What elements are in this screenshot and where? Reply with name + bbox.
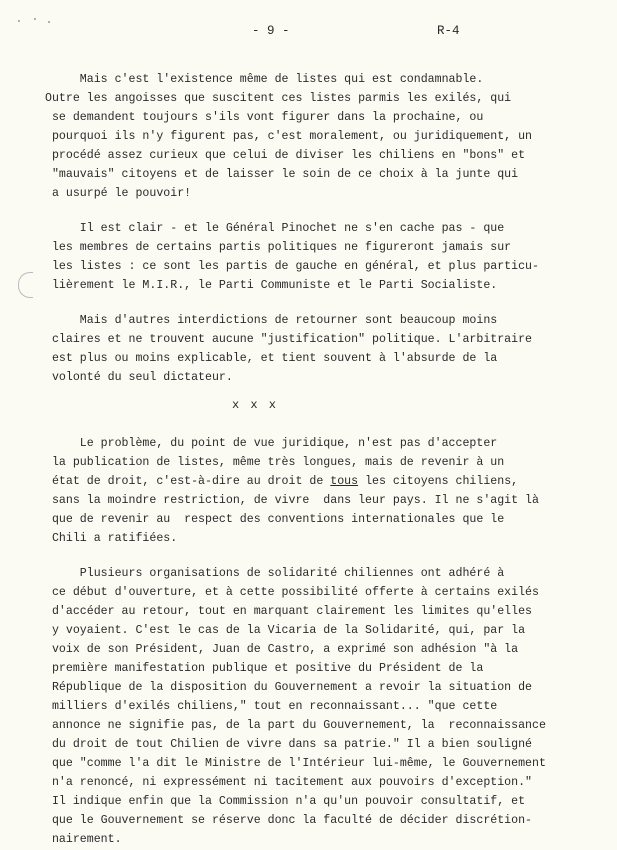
text-line: Plusieurs organisations de solidarité chiliennes ont adhéré à (45, 567, 505, 580)
text-line: procédé assez curieux que celui de diviser les chiliens en "bons" et (45, 149, 526, 162)
text-line: Mais c'est l'existence même de listes qui est condamnable. (45, 73, 484, 86)
text-line: Le problème, du point de vue juridique, n'est pas d'accepter (45, 437, 498, 450)
text-line: milliers d'exilés chiliens," tout en reconnaissant... "que cette (45, 700, 498, 713)
text-line: première manifestation publique et positive du Président de la (45, 662, 484, 675)
text-line: Mais d'autres interdictions de retourner sont beaucoup moins (45, 314, 498, 327)
text-line: n'a renoncé, ni expressément ni tacitement aux pouvoirs d'exception." (45, 776, 533, 789)
text-line: pourquoi ils n'y figurent pas, c'est moralement, ou juridiquement, un (45, 130, 533, 143)
text-line: Chili a ratifiées. (45, 532, 178, 545)
text-line: Outre les angoisses que suscitent ces listes parmis les exilés, qui (45, 92, 512, 105)
text-line: état de droit, c'est-à-dire au droit de tous les citoyens chiliens, (45, 475, 519, 488)
text-line: "mauvais" citoyens et de laisser le soin de ce choix à la junte qui (45, 168, 519, 181)
text-line: volonté du seul dictateur. (45, 371, 233, 384)
page-number: - 9 - (252, 24, 290, 38)
text-line: que de revenir au respect des conventions internationales que le (45, 513, 505, 526)
text-line: claires et ne trouvent aucune "justification" politique. L'arbitraire (45, 333, 533, 346)
text-line: nairement. (45, 833, 122, 846)
text-line: République de la disposition du Gouvernement a revoir la situation de (45, 681, 533, 694)
text-line: est plus ou moins explicable, et tient souvent à l'absurde de la (45, 352, 498, 365)
text-line: que le Gouvernement se réserve donc la faculté de décider discrétion- (45, 814, 533, 827)
text-line: y voyaient. C'est le cas de la Vicaria de la Solidarité, qui, par la (45, 624, 526, 637)
text-line: a usurpé le pouvoir! (45, 187, 192, 200)
text-line: lièrement le M.I.R., le Parti Communiste et le Parti Socialiste. (45, 279, 498, 292)
text-line: Il est clair - et le Général Pinochet ne s'en cache pas - que (45, 222, 505, 235)
text-line: d'accéder au retour, tout en marquant clairement les limites qu'elles (45, 605, 533, 618)
text-line: sans la moindre restriction, de vivre dans leur pays. Il ne s'agit là (45, 494, 539, 507)
text-line: que "comme l'a dit le Ministre de l'Intérieur lui-même, le Gouvernement (45, 757, 546, 770)
text-line: la publication de listes, même très longues, mais de revenir à un (45, 456, 505, 469)
text-line: se demandent toujours s'ils vont figurer dans la prochaine, ou (45, 111, 484, 124)
text-line: du droit de tout Chilien de vivre dans sa patrie." Il a bien souligné (45, 738, 533, 751)
text-line: annonce ne signifie pas, de la part du Gouvernement, la reconnaissance (45, 719, 546, 732)
text-line: Il indique enfin que la Commission n'a qu'un pouvoir consultatif, et (45, 795, 526, 808)
underlined-word: tous (330, 475, 359, 488)
binder-hole-mark (18, 272, 33, 298)
text-line: les listes : ce sont les partis de gauche en général, et plus particu- (45, 260, 539, 273)
section-separator: x x x (232, 398, 279, 412)
text-line: les membres de certains partis politiques ne figureront jamais sur (45, 241, 512, 254)
text-line: voix de son Président, Juan de Castro, a exprimé son adhésion "à la (45, 643, 519, 656)
paper-speck-marks (18, 18, 52, 24)
document-reference: R-4 (437, 24, 460, 38)
text-line: ce début d'ouverture, et à cette possibilité offerte à certains exilés (45, 586, 539, 599)
